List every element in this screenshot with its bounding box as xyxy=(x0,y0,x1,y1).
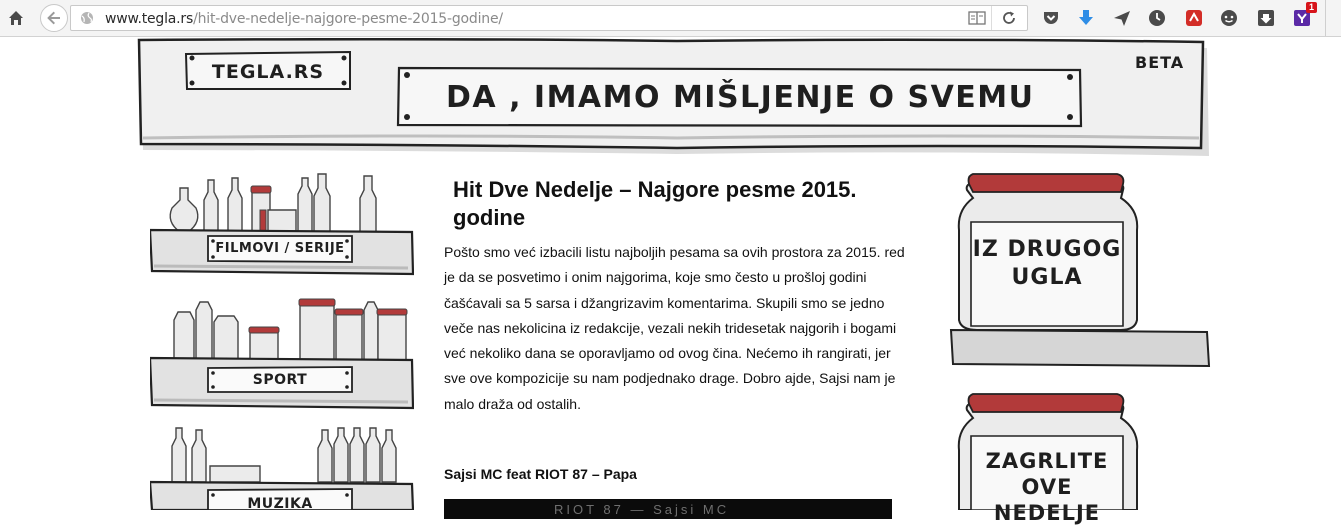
slogan-plaque xyxy=(396,66,1084,128)
article xyxy=(440,170,906,517)
video-caption: RIOT 87 — Sajsi MC xyxy=(554,502,730,517)
site-logo: TEGLA.RS xyxy=(211,61,325,83)
toolbar-divider xyxy=(1325,0,1326,36)
yahoo-icon[interactable] xyxy=(1290,2,1314,30)
sidebar-jar-label xyxy=(971,448,1123,526)
category-muzika[interactable] xyxy=(150,426,414,510)
home-icon[interactable] xyxy=(4,6,28,30)
article-body: Pošto smo već izbacili listu najboljih pesama sa ovih prostora za 2015. red je da se posvetimo i onim najgorima, koje smo često u prošloj godini čašćavali sa 5 sarsa i džangrizavim komentarima. Skupili smo se jedno veče nas nekolicina iz redakcije, vezali nekih tridesetak najgorih i bogami već nekoliko dana se oporavljamo od ovog čina. Nećemo ih rangirati, jer sve ove kompozicije su nam podjednako drage. Dobro ajde, Sajsi nam je malo draža od ostalih. xyxy=(444,244,905,412)
category-label: FILMOVI / SERIJE xyxy=(215,241,345,256)
reload-icon[interactable] xyxy=(991,6,1026,30)
bottles-shelf-drawing xyxy=(150,170,414,276)
jar-label-line: IZ DRUGOG xyxy=(972,237,1122,262)
send-icon[interactable] xyxy=(1110,6,1134,30)
url-text xyxy=(105,11,503,27)
jar-label-line: UGLA xyxy=(1011,265,1083,290)
site-header xyxy=(137,38,1212,160)
category-label: MUZIKA xyxy=(247,496,313,512)
sidebar-zagrlite-ove-nedelje[interactable] xyxy=(945,390,1213,525)
beta-label: BETA xyxy=(1135,53,1185,72)
category-sport[interactable] xyxy=(150,296,414,410)
url-path: /hit-dve-nedelje-najgore-pesme-2015-godine/ xyxy=(193,11,503,27)
download-icon[interactable] xyxy=(1074,6,1098,30)
category-filmovi-serije[interactable] xyxy=(150,170,414,276)
song-title: Sajsi MC feat RIOT 87 – Papa xyxy=(444,466,637,482)
logo-link[interactable] xyxy=(184,51,352,91)
sidebar-jar-label xyxy=(971,236,1123,292)
sidebar-iz-drugog-ugla[interactable] xyxy=(945,170,1213,370)
back-icon[interactable] xyxy=(40,4,68,32)
jar-label-line: OVE xyxy=(1021,475,1073,499)
globe-icon xyxy=(77,6,97,30)
article-title: Hit Dve Nedelje – Najgore pesme 2015. godine xyxy=(453,177,857,230)
jars-shelf-drawing xyxy=(150,296,414,410)
history-icon[interactable] xyxy=(1145,6,1169,30)
notification-badge: 1 xyxy=(1306,2,1317,13)
browser-toolbar xyxy=(0,0,1341,37)
url-bar[interactable] xyxy=(70,5,1028,31)
video-player[interactable] xyxy=(444,499,892,519)
jar-label-line: ZAGRLITE xyxy=(985,449,1109,473)
lastpass-icon[interactable] xyxy=(1182,6,1206,30)
site-slogan: DA , IMAMO MIŠLJENJE O SVEMU xyxy=(446,80,1035,115)
url-domain: www.tegla.rs xyxy=(105,11,194,27)
jar-label-line: NEDELJE xyxy=(993,501,1101,525)
save-icon[interactable] xyxy=(1254,6,1278,30)
category-label: SPORT xyxy=(252,372,308,388)
chat-icon[interactable] xyxy=(1217,6,1241,30)
pocket-icon[interactable] xyxy=(1039,6,1063,30)
reader-view-icon[interactable] xyxy=(965,6,989,30)
